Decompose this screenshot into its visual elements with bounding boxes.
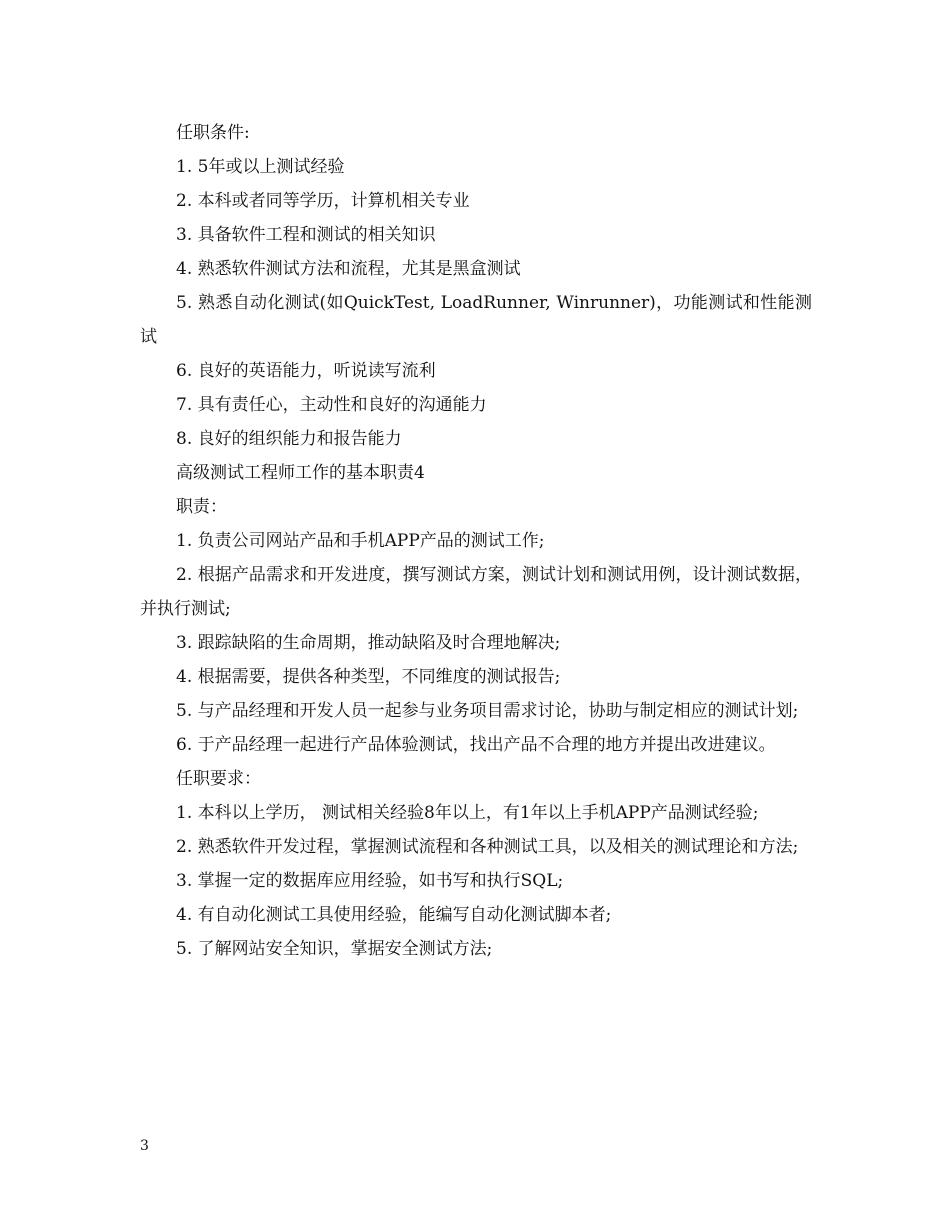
section-heading: 高级测试工程师工作的基本职责4 <box>176 463 425 483</box>
paragraph: 5. 熟悉自动化测试(如QuickTest, LoadRunner, Winrunner)，功能测试和性能测试 <box>140 293 812 347</box>
paragraph: 1. 负责公司网站产品和手机APP产品的测试工作; <box>176 531 545 551</box>
paragraph: 2. 熟悉软件开发过程，掌握测试流程和各种测试工具，以及相关的测试理论和方法; <box>176 837 799 857</box>
paragraph: 8. 良好的组织能力和报告能力 <box>176 429 402 449</box>
paragraph: 4. 根据需要，提供各种类型，不同维度的测试报告; <box>176 667 561 687</box>
paragraph: 3. 具备软件工程和测试的相关知识 <box>176 225 436 245</box>
paragraph: 6. 良好的英语能力，听说读写流利 <box>176 361 436 381</box>
paragraph: 6. 于产品经理一起进行产品体验测试，找出产品不合理的地方并提出改进建议。 <box>176 735 776 755</box>
paragraph: 1. 本科以上学历， 测试相关经验8年以上，有1年以上手机APP产品测试经验; <box>176 803 759 823</box>
document-body <box>140 116 812 966</box>
paragraph: 4. 熟悉软件测试方法和流程，尤其是黑盒测试 <box>176 259 521 279</box>
paragraph: 5. 了解网站安全知识，掌据安全测试方法; <box>176 939 493 959</box>
paragraph: 5. 与产品经理和开发人员一起参与业务项目需求讨论，协助与制定相应的测试计划; <box>176 701 799 721</box>
paragraph: 职责： <box>176 497 227 517</box>
paragraph: 4. 有自动化测试工具使用经验，能编写自动化测试脚本者; <box>176 905 612 925</box>
paragraph: 3. 掌握一定的数据库应用经验，如书写和执行SQL; <box>176 871 564 891</box>
paragraph: 2. 根据产品需求和开发进度，撰写测试方案，测试计划和测试用例，设计测试数据，并执行测试; <box>140 565 812 619</box>
paragraph: 2. 本科或者同等学历，计算机相关专业 <box>176 191 470 211</box>
paragraph: 任职条件: <box>176 123 250 143</box>
paragraph: 任职要求： <box>176 769 261 789</box>
page-number: 3 <box>140 1138 149 1154</box>
paragraph: 7. 具有责任心，主动性和良好的沟通能力 <box>176 395 487 415</box>
paragraph: 1. 5年或以上测试经验 <box>176 157 345 177</box>
paragraph: 3. 跟踪缺陷的生命周期，推动缺陷及时合理地解决; <box>176 633 561 653</box>
